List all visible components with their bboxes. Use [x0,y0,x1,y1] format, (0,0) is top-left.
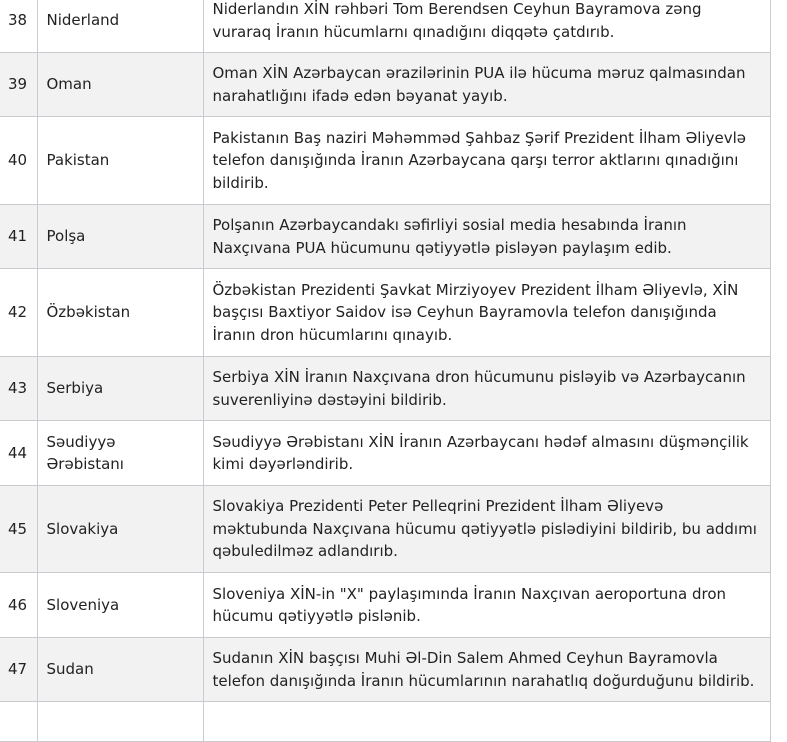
reaction-text: Səudiyyə Ərəbistanı XİN İranın Azərbaycanı hədəf almasını düşmənçilik kimi dəyərləndirib. [203,421,770,486]
row-number: 46 [0,573,37,638]
country-name: Niderland [37,0,203,53]
row-number [0,702,37,742]
table-row [0,486,770,573]
reaction-text: Slovakiya Prezidenti Peter Pelleqrini Prezident İlham Əliyevə məktubunda Naxçıvana hücumu qətiyyətlə pislədiyini bildirib, bu addımı qəbuledilməz adlandırıb. [203,486,770,573]
reaction-text: Sloveniya XİN-in "X" paylaşımında İranın Naxçıvan aeroportuna dron hücumu qətiyyətlə pislənib. [203,573,770,638]
table-row [0,0,770,53]
table-row [0,421,770,486]
row-number: 43 [0,357,37,421]
table-row [0,53,770,117]
reaction-text: Pakistanın Baş naziri Məhəmməd Şahbaz Şərif Prezident İlham Əliyevlə telefon danışığında İranın Azərbaycana qarşı terror aktlarını qınadığını bildirib. [203,117,770,205]
row-number: 47 [0,638,37,702]
reaction-text [203,702,770,742]
table-row [0,117,770,205]
country-name: Serbiya [37,357,203,421]
country-name: Sloveniya [37,573,203,638]
reaction-text: Niderlandın XİN rəhbəri Tom Berendsen Ceyhun Bayramova zəng vuraraq İranın hücumlarnı qınadığını diqqətə çatdırıb. [203,0,770,53]
country-name: Polşa [37,205,203,269]
reaction-text: Oman XİN Azərbaycan ərazilərinin PUA ilə hücuma məruz qalmasından narahatlığını ifadə edən bəyanat yayıb. [203,53,770,117]
row-number: 41 [0,205,37,269]
reaction-text: Sudanın XİN başçısı Muhi Əl-Din Salem Ahmed Ceyhun Bayramovla telefon danışığında İranın hücumlarının narahatlıq doğurduğunu bildirib. [203,638,770,702]
country-name: Sudan [37,638,203,702]
country-name: Slovakiya [37,486,203,573]
row-number: 40 [0,117,37,205]
country-name [37,702,203,742]
row-number: 45 [0,486,37,573]
country-name: Səudiyyə Ərəbistanı [37,421,203,486]
reaction-text: Polşanın Azərbaycandakı səfirliyi sosial media hesabında İranın Naxçıvana PUA hücumunu qətiyyətlə pisləyən paylaşım edib. [203,205,770,269]
table-row-partial [0,702,770,742]
row-number: 44 [0,421,37,486]
country-name: Pakistan [37,117,203,205]
table-row [0,269,770,357]
country-name: Oman [37,53,203,117]
reaction-text: Serbiya XİN İranın Naxçıvana dron hücumunu pisləyib və Azərbaycanın suverenliyinə dəstəyini bildirib. [203,357,770,421]
table-row [0,357,770,421]
row-number: 39 [0,53,37,117]
table-row [0,573,770,638]
row-number: 38 [0,0,37,53]
table-row [0,205,770,269]
country-name: Özbəkistan [37,269,203,357]
row-number: 42 [0,269,37,357]
reaction-text: Özbəkistan Prezidenti Şavkat Mirziyoyev Prezident İlham Əliyevlə, XİN başçısı Baxtiyor Saidov isə Ceyhun Bayramovla telefon danışığında İranın dron hücumlarını qınayıb. [203,269,770,357]
table-row [0,638,770,702]
